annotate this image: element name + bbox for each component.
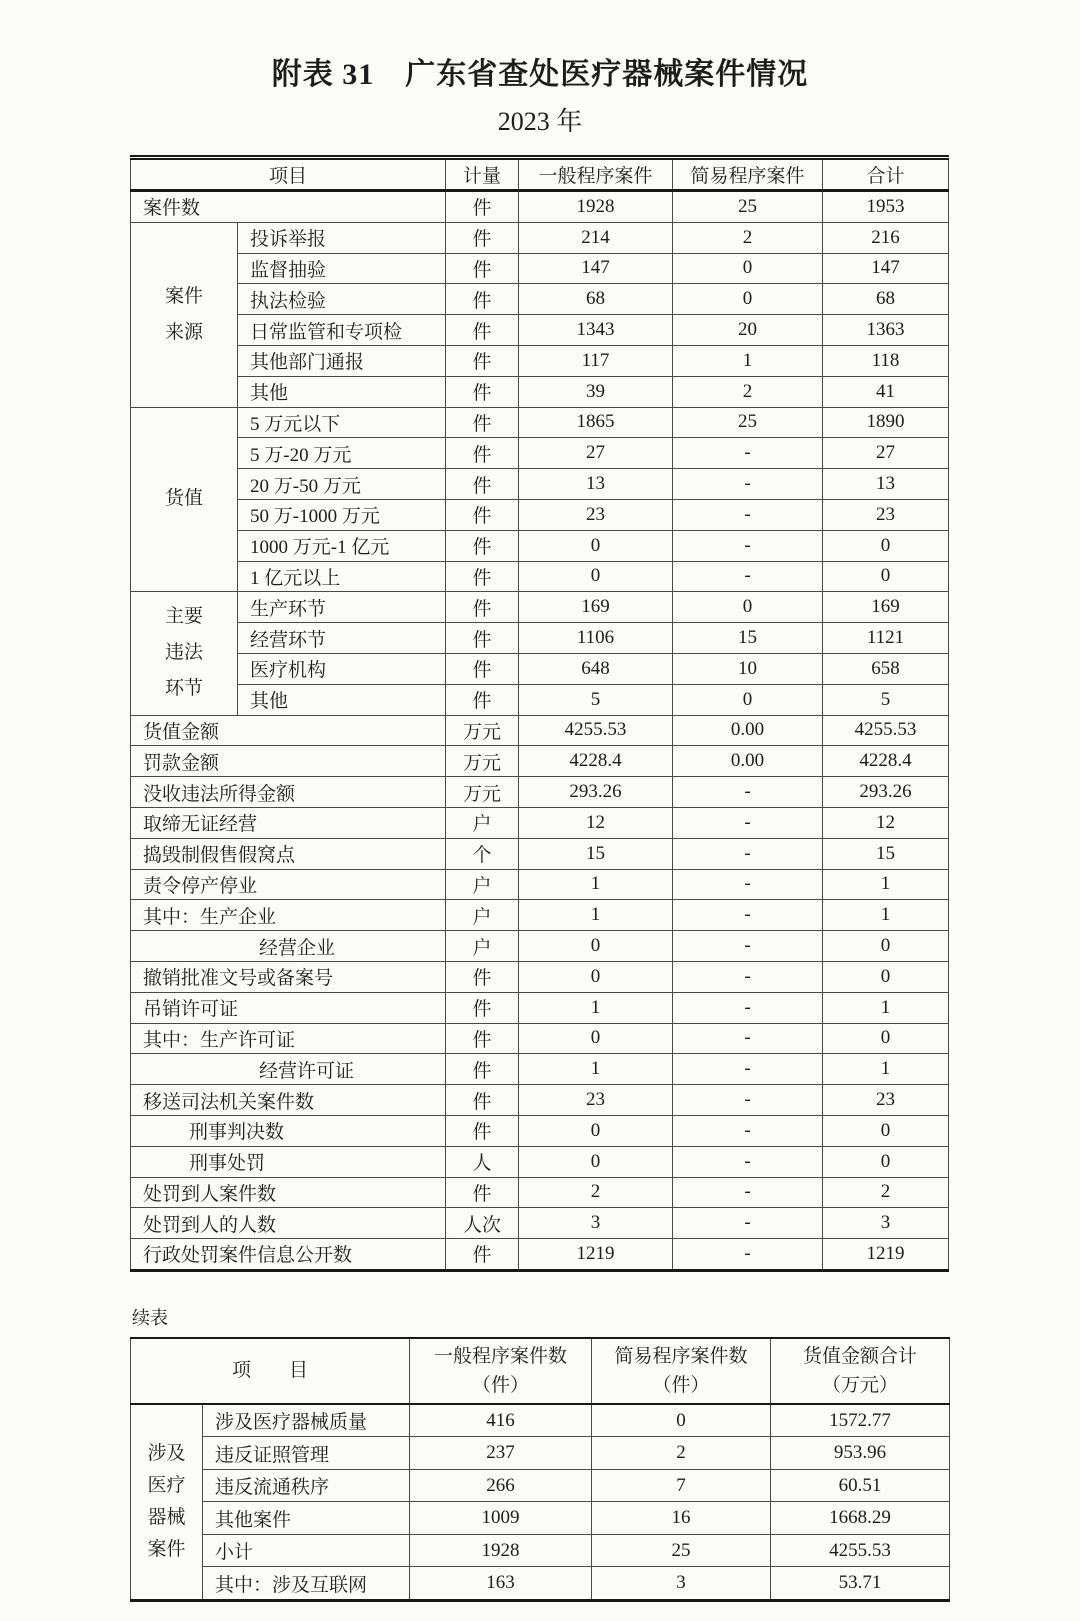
item-label: 刑事判决数 [131,1115,446,1146]
item-label: 其他案件 [203,1502,410,1535]
unit-cell: 件 [446,191,519,223]
value-cell: 1890 [823,407,949,438]
value-cell: 1668.29 [771,1502,950,1535]
value-cell: 1009 [410,1502,592,1535]
continued-table-label: 续表 [132,1307,168,1328]
table-row [131,838,949,869]
value-cell: 20 [673,315,823,346]
item-label: 吊销许可证 [131,992,446,1023]
table-row [131,499,949,530]
value-cell: 0 [519,1146,673,1177]
table-row [131,284,949,315]
unit-cell: 万元 [446,777,519,808]
item-label: 执法检验 [238,284,446,315]
value-cell: 68 [519,284,673,315]
item-label: 撤销批准文号或备案号 [131,961,446,992]
table-row [131,438,949,469]
item-label: 其他部门通报 [238,345,446,376]
value-cell: 4228.4 [823,746,949,777]
value-cell: 2 [673,376,823,407]
table-row [131,253,949,284]
value-cell: 163 [410,1567,592,1601]
page-subtitle: 2023 年 [497,107,583,136]
value-cell: 25 [673,191,823,223]
value-cell: - [673,807,823,838]
value-cell: 60.51 [771,1469,950,1502]
unit-cell: 户 [446,869,519,900]
unit-cell: 件 [446,653,519,684]
item-label: 小计 [203,1534,410,1567]
value-cell: 41 [823,376,949,407]
value-cell: 0 [823,931,949,962]
item-label: 日常监管和专项检 [238,315,446,346]
table-row [131,1115,949,1146]
table-row [131,715,949,746]
value-cell: 1 [519,992,673,1023]
value-cell: 658 [823,653,949,684]
unit-cell: 件 [446,1023,519,1054]
item-label: 违反证照管理 [203,1437,410,1470]
value-cell: 1 [673,345,823,376]
value-cell: 216 [823,222,949,253]
value-cell: 416 [410,1404,592,1437]
row-group-label: 涉及 医疗 器械 案件 [131,1404,203,1601]
row-group-label: 主要 违法 环节 [131,592,238,715]
value-cell: - [673,961,823,992]
value-cell: 147 [823,253,949,284]
unit-cell: 件 [446,222,519,253]
table-row [131,530,949,561]
value-cell: 169 [519,592,673,623]
value-cell: 0 [673,684,823,715]
item-label: 捣毁制假售假窝点 [131,838,446,869]
value-cell: - [673,1023,823,1054]
value-cell: 237 [410,1437,592,1470]
value-cell: 53.71 [771,1567,950,1601]
column-header: 一般程序案件数 （件） [410,1338,592,1404]
table-row [131,961,949,992]
item-label: 其他 [238,376,446,407]
unit-cell: 件 [446,961,519,992]
value-cell: 1953 [823,191,949,223]
unit-cell: 件 [446,623,519,654]
value-cell: 4255.53 [823,715,949,746]
value-cell: 1572.77 [771,1404,950,1437]
item-label: 经营企业 [131,931,446,962]
table-row [131,1208,949,1239]
value-cell: 5 [823,684,949,715]
value-cell: - [673,992,823,1023]
unit-cell: 件 [446,499,519,530]
unit-cell: 件 [446,1239,519,1271]
item-label: 1 亿元以上 [238,561,446,592]
item-label: 没收违法所得金额 [131,777,446,808]
value-cell: 0 [519,1023,673,1054]
table-row [131,561,949,592]
page-title: 附表 31 广东省查处医疗器械案件情况 [271,58,809,91]
value-cell: 293.26 [823,777,949,808]
unit-cell: 户 [446,807,519,838]
value-cell: - [673,438,823,469]
table-row [131,1437,950,1470]
value-cell: 0.00 [673,746,823,777]
value-cell: - [673,1085,823,1116]
value-cell: 1928 [410,1534,592,1567]
table-row [131,592,949,623]
value-cell: 0 [823,961,949,992]
table-row [131,869,949,900]
value-cell: 1343 [519,315,673,346]
value-cell: 1 [519,1054,673,1085]
column-header: 合计 [823,158,949,191]
table-row [131,345,949,376]
value-cell: - [673,1177,823,1208]
item-label: 其中：生产企业 [131,900,446,931]
column-header: 简易程序案件 [673,158,823,191]
value-cell: - [673,1054,823,1085]
value-cell: 15 [823,838,949,869]
value-cell: 293.26 [519,777,673,808]
item-label: 案件数 [131,191,446,223]
value-cell: 13 [519,469,673,500]
value-cell: 1219 [823,1239,949,1271]
value-cell: 0 [823,1115,949,1146]
unit-cell: 件 [446,530,519,561]
value-cell: - [673,1208,823,1239]
value-cell: 0 [519,561,673,592]
unit-cell: 件 [446,992,519,1023]
value-cell: - [673,931,823,962]
column-header: 货值金额合计 （万元） [771,1338,950,1404]
value-cell: 1928 [519,191,673,223]
unit-cell: 件 [446,438,519,469]
value-cell: 1 [823,869,949,900]
value-cell: 953.96 [771,1437,950,1470]
table-row [131,1239,949,1271]
item-label: 生产环节 [238,592,446,623]
item-label: 取缔无证经营 [131,807,446,838]
column-header: 简易程序案件数 （件） [592,1338,771,1404]
unit-cell: 户 [446,900,519,931]
value-cell: 117 [519,345,673,376]
table-row [131,684,949,715]
table-row [131,191,949,223]
item-label: 处罚到人案件数 [131,1177,446,1208]
value-cell: 169 [823,592,949,623]
unit-cell: 件 [446,561,519,592]
value-cell: 23 [823,499,949,530]
unit-cell: 件 [446,592,519,623]
value-cell: 4255.53 [771,1534,950,1567]
item-label: 其他 [238,684,446,715]
value-cell: 25 [673,407,823,438]
table-row [131,623,949,654]
table-row [131,992,949,1023]
value-cell: 15 [519,838,673,869]
value-cell: 2 [592,1437,771,1470]
row-group-label: 货值 [131,407,238,592]
row-group-label: 案件 来源 [131,222,238,407]
unit-cell: 万元 [446,715,519,746]
unit-cell: 件 [446,315,519,346]
value-cell: - [673,1146,823,1177]
value-cell: 0 [519,1115,673,1146]
value-cell: 23 [823,1085,949,1116]
table-row [131,1534,950,1567]
value-cell: - [673,1239,823,1271]
unit-cell: 个 [446,838,519,869]
value-cell: 1219 [519,1239,673,1271]
value-cell: 15 [673,623,823,654]
value-cell: 4228.4 [519,746,673,777]
value-cell: 0 [519,530,673,561]
value-cell: 39 [519,376,673,407]
value-cell: - [673,561,823,592]
main-table [130,155,949,1272]
value-cell: 23 [519,499,673,530]
item-label: 经营许可证 [131,1054,446,1085]
item-label: 其中：涉及互联网 [203,1567,410,1601]
table-row [131,1177,949,1208]
table-row [131,1054,949,1085]
table-row [131,315,949,346]
value-cell: 0 [519,961,673,992]
item-label: 5 万-20 万元 [238,438,446,469]
item-label: 违反流通秩序 [203,1469,410,1502]
unit-cell: 件 [446,469,519,500]
value-cell: 266 [410,1469,592,1502]
unit-cell: 件 [446,684,519,715]
table-row [131,376,949,407]
unit-cell: 户 [446,931,519,962]
value-cell: 27 [823,438,949,469]
value-cell: 10 [673,653,823,684]
unit-cell: 件 [446,253,519,284]
value-cell: 1 [519,900,673,931]
header-row [131,158,949,191]
value-cell: 0 [673,284,823,315]
value-cell: 1 [823,900,949,931]
value-cell: 12 [823,807,949,838]
value-cell: 2 [519,1177,673,1208]
table-row [131,777,949,808]
item-label: 5 万元以下 [238,407,446,438]
item-label: 行政处罚案件信息公开数 [131,1239,446,1271]
value-cell: 23 [519,1085,673,1116]
table-row [131,931,949,962]
unit-cell: 万元 [446,746,519,777]
unit-cell: 件 [446,407,519,438]
value-cell: 1121 [823,623,949,654]
table-row [131,1404,950,1437]
continued-table [130,1337,950,1602]
table-row [131,807,949,838]
value-cell: 0.00 [673,715,823,746]
item-label: 投诉举报 [238,222,446,253]
header-row [131,1338,950,1404]
value-cell: 25 [592,1534,771,1567]
item-label: 50 万-1000 万元 [238,499,446,530]
value-cell: 13 [823,469,949,500]
item-label: 罚款金额 [131,746,446,777]
value-cell: 0 [519,931,673,962]
unit-cell: 人次 [446,1208,519,1239]
table-row [131,222,949,253]
value-cell: 68 [823,284,949,315]
value-cell: 1865 [519,407,673,438]
value-cell: 0 [823,1146,949,1177]
value-cell: 648 [519,653,673,684]
value-cell: 214 [519,222,673,253]
value-cell: 0 [673,253,823,284]
value-cell: 3 [592,1567,771,1601]
value-cell: 16 [592,1502,771,1535]
unit-cell: 人 [446,1146,519,1177]
table-row [131,1085,949,1116]
value-cell: - [673,469,823,500]
value-cell: 1 [519,869,673,900]
value-cell: - [673,900,823,931]
table-row [131,1469,950,1502]
value-cell: 27 [519,438,673,469]
unit-cell: 件 [446,1085,519,1116]
item-label: 监督抽验 [238,253,446,284]
table-row [131,653,949,684]
value-cell: 1106 [519,623,673,654]
unit-cell: 件 [446,376,519,407]
item-label: 移送司法机关案件数 [131,1085,446,1116]
value-cell: 147 [519,253,673,284]
value-cell: - [673,499,823,530]
value-cell: - [673,777,823,808]
item-label: 刑事处罚 [131,1146,446,1177]
item-label: 货值金额 [131,715,446,746]
value-cell: 12 [519,807,673,838]
value-cell: 0 [673,592,823,623]
value-cell: 0 [823,1023,949,1054]
value-cell: - [673,869,823,900]
item-label: 1000 万元-1 亿元 [238,530,446,561]
unit-cell: 件 [446,345,519,376]
table-row [131,469,949,500]
table-row [131,900,949,931]
item-label: 责令停产停业 [131,869,446,900]
value-cell: 1 [823,992,949,1023]
item-label: 经营环节 [238,623,446,654]
table-row [131,1502,950,1535]
table-row [131,407,949,438]
unit-cell: 件 [446,1115,519,1146]
table-row [131,746,949,777]
value-cell: 0 [823,561,949,592]
column-header: 计量 [446,158,519,191]
item-label: 处罚到人的人数 [131,1208,446,1239]
unit-cell: 件 [446,1177,519,1208]
value-cell: 0 [592,1404,771,1437]
value-cell: 2 [673,222,823,253]
value-cell: - [673,530,823,561]
value-cell: 3 [823,1208,949,1239]
value-cell: - [673,838,823,869]
value-cell: 7 [592,1469,771,1502]
value-cell: 1363 [823,315,949,346]
value-cell: 4255.53 [519,715,673,746]
item-label: 其中：生产许可证 [131,1023,446,1054]
item-label: 涉及医疗器械质量 [203,1404,410,1437]
item-label: 20 万-50 万元 [238,469,446,500]
column-header: 项目 [131,158,446,191]
value-cell: 5 [519,684,673,715]
value-cell: 0 [823,530,949,561]
unit-cell: 件 [446,1054,519,1085]
table-row [131,1146,949,1177]
unit-cell: 件 [446,284,519,315]
table-row [131,1023,949,1054]
item-label: 医疗机构 [238,653,446,684]
value-cell: 3 [519,1208,673,1239]
table-row [131,1567,950,1601]
value-cell: 118 [823,345,949,376]
column-header: 一般程序案件 [519,158,673,191]
column-header: 项 目 [131,1338,410,1404]
value-cell: 2 [823,1177,949,1208]
value-cell: 1 [823,1054,949,1085]
value-cell: - [673,1115,823,1146]
